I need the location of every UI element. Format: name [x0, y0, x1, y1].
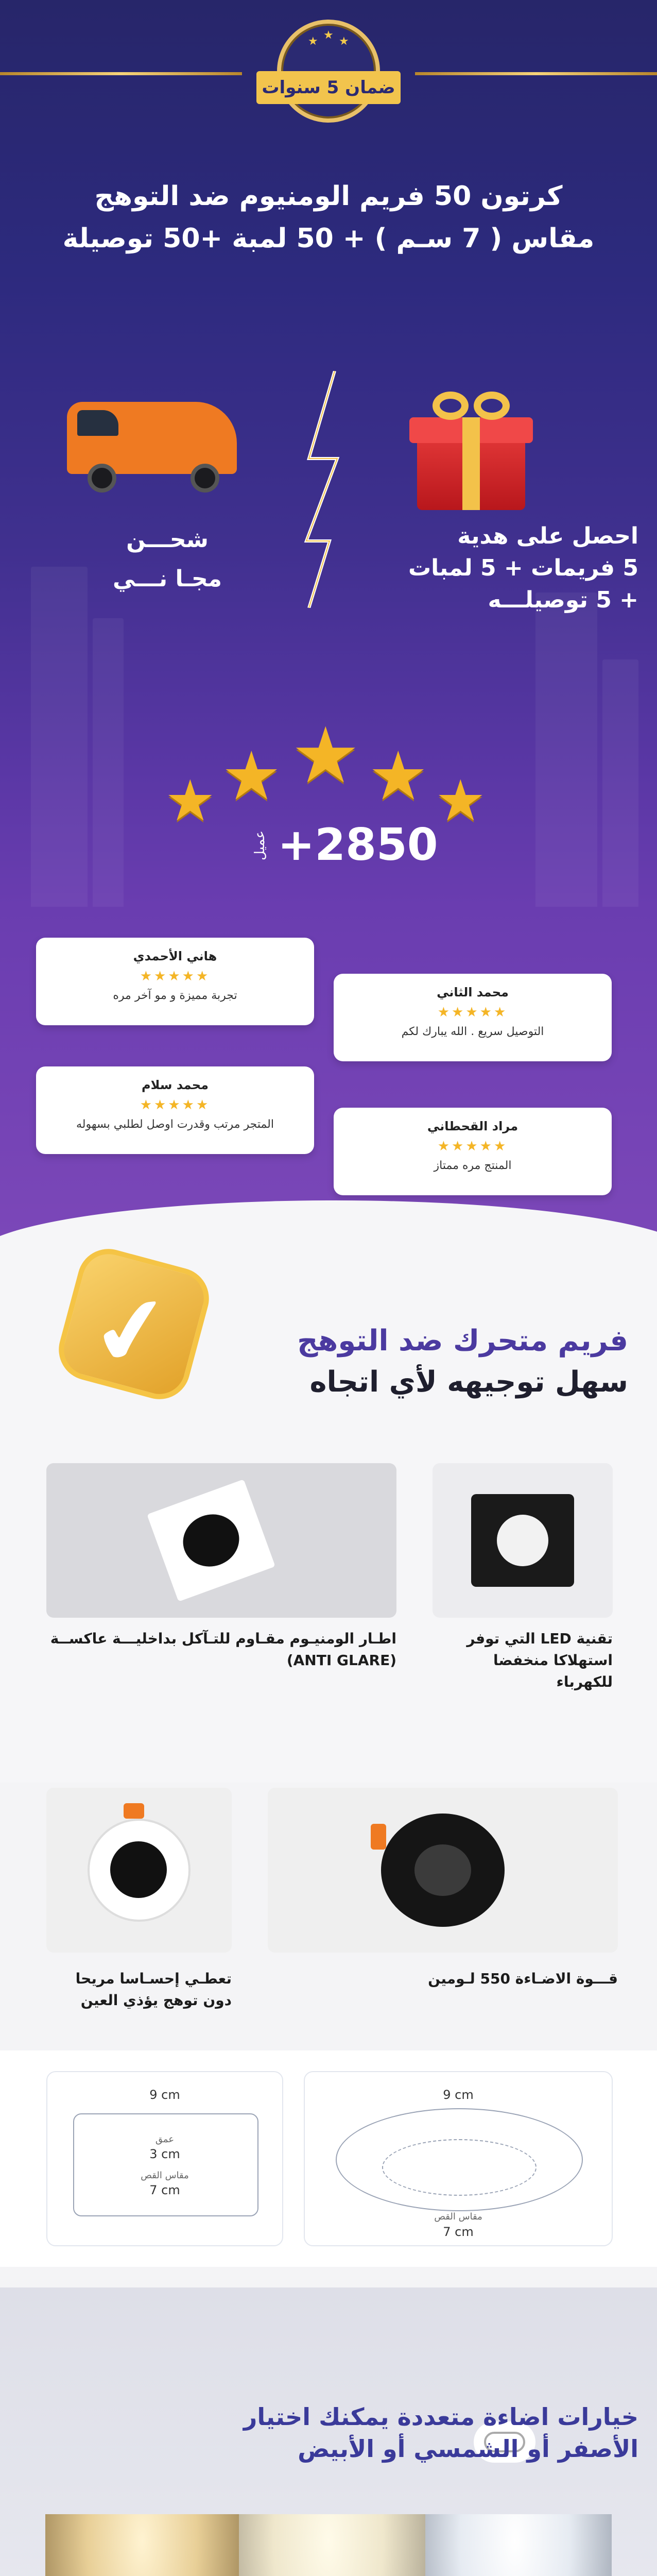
- van-wheel: [191, 464, 219, 493]
- shield-check-icon: [57, 1247, 211, 1401]
- star-icon: ★: [291, 711, 360, 801]
- gift-bow: [433, 392, 469, 420]
- star-icon: ★: [339, 35, 349, 48]
- van-wheel: [88, 464, 116, 493]
- square-dimension-diagram: [46, 2071, 283, 2246]
- star-icon: ★: [308, 35, 318, 48]
- customer-number: +2850: [278, 819, 438, 871]
- frame-title: فريم متحرك ضد التوهج: [297, 1324, 628, 1358]
- reviewer-name: محمد الثاني: [437, 985, 509, 999]
- star-icon: ★: [221, 737, 282, 815]
- product-title: [31, 175, 626, 260]
- background-building: [602, 659, 638, 907]
- square-depth: 3 cm: [149, 2147, 180, 2161]
- temperature-title-line-2: الأصفر أو الشمسي أو الأبيض: [298, 2435, 638, 2463]
- feature-led: تقنية LED التي توفر استهلاكا منخفضا للكهرباء: [466, 1630, 613, 1690]
- review-stars: ★★★★★: [140, 1097, 211, 1113]
- gold-divider: [0, 72, 242, 75]
- temperature-panel-6500k[interactable]: [418, 2514, 612, 2576]
- gift-line-3: + 5 توصيلـــه: [488, 587, 638, 613]
- review-stars: ★★★★★: [437, 1005, 508, 1020]
- gift-box-icon: [407, 386, 535, 515]
- square-frame-photo: [46, 1463, 396, 1618]
- spring-clip: [371, 1824, 386, 1850]
- led-lens: [497, 1515, 548, 1566]
- round-white-frame-photo: [46, 1788, 232, 1953]
- warranty-badge: [256, 14, 401, 133]
- temperature-title: [31, 2401, 638, 2465]
- frame-subtitle: سهل توجيهه لأي اتجاه: [309, 1365, 628, 1399]
- frame-opening: [414, 1844, 471, 1896]
- square-cut-label: مقاس القص: [141, 2170, 189, 2181]
- customer-label: عميل: [252, 830, 268, 861]
- gift-ribbon: [462, 417, 480, 510]
- review-text: المنتج مره ممتاز: [434, 1159, 512, 1172]
- square-frame-shape: [147, 1479, 275, 1602]
- gift-line-2: 5 فريمات + 5 لمبات: [408, 555, 638, 581]
- review-text: تجربة مميزة و مو آخر مره: [113, 989, 237, 1002]
- square-depth-label: عمق: [155, 2134, 175, 2145]
- review-card: [36, 1066, 314, 1154]
- gift-line-1: احصل على هدية: [457, 523, 638, 549]
- led-frame-photo: [433, 1463, 613, 1618]
- background-building: [535, 592, 597, 907]
- review-stars: ★★★★★: [140, 969, 211, 984]
- round-cut-label: مقاس القص: [434, 2211, 482, 2222]
- reviewer-name: محمد سلام: [142, 1078, 209, 1092]
- review-text: المتجر مرتب وقدرت اوصل لطلبي بسهوله: [76, 1118, 274, 1131]
- square-outer-size: 9 cm: [149, 2088, 180, 2102]
- review-text: التوصيل سريع . الله يبارك لكم: [401, 1025, 544, 1038]
- round-outer-size: 9 cm: [443, 2088, 474, 2102]
- review-card: [334, 1108, 612, 1195]
- review-card: [36, 938, 314, 1025]
- badge-ribbon: ضمان 5 سنوات: [256, 71, 401, 104]
- title-line-1: كرتون 50 فريم الومنيوم ضد التوهج: [94, 181, 563, 212]
- square-cut-size: 7 cm: [149, 2183, 180, 2197]
- spring-clip: [124, 1803, 144, 1819]
- star-icon: ★: [323, 29, 334, 42]
- gift-bow: [474, 392, 510, 420]
- reviewer-name: هاني الأحمدي: [133, 949, 217, 963]
- square-outline: [73, 2113, 258, 2216]
- background-building: [31, 567, 88, 907]
- feature-aluminum-frame: اطـار الومنيـوم مقـاوم للتـآكل بداخليـــة عاكســة (ANTI GLARE): [50, 1630, 396, 1669]
- frame-opening: [176, 1506, 247, 1574]
- reviews-section: [0, 907, 657, 1236]
- background-building: [93, 618, 124, 907]
- hero-section: [0, 0, 657, 907]
- round-frame-shape: [381, 1814, 505, 1927]
- check-mark: ✔: [85, 1273, 178, 1391]
- dimensions-section: [0, 2050, 657, 2267]
- van-window: [77, 410, 118, 436]
- star-icon: ★: [435, 768, 486, 834]
- feature-lumens: قـــوة الاضـاءة 550 لـومين: [428, 1970, 618, 1987]
- temperature-panel-4000k[interactable]: [232, 2514, 425, 2576]
- reviewer-name: مراد القحطاني: [427, 1119, 518, 1133]
- black-square-frame: [471, 1494, 574, 1587]
- round-dimension-diagram: [304, 2071, 613, 2246]
- delivery-van-icon: [57, 392, 252, 495]
- rating-stars: [165, 706, 494, 834]
- lightning-icon: [288, 371, 360, 608]
- round-cut-size: 7 cm: [443, 2225, 474, 2239]
- gold-divider: [415, 72, 657, 75]
- shipping-line-2: مجـا نـــي: [113, 566, 222, 592]
- temperature-title-line-1: خيارات اضاءة متعددة يمكنك اختيار: [243, 2403, 638, 2431]
- round-black-frame-photo: [268, 1788, 618, 1953]
- free-shipping-text: [77, 520, 257, 599]
- star-icon: ★: [165, 768, 216, 834]
- review-stars: ★★★★★: [437, 1139, 508, 1154]
- shipping-line-1: شحـــن: [126, 527, 209, 553]
- feature-comfort: تعطـي إحسـاسا مريحا دون توهج يؤذي العين: [75, 1970, 232, 2009]
- white-round-frame: [88, 1819, 191, 1922]
- star-icon: ★: [368, 737, 428, 815]
- review-card: [334, 974, 612, 1061]
- gift-offer-text: [350, 520, 638, 616]
- round-cut-outline: [382, 2139, 537, 2196]
- title-line-2: مقاس ( 7 سـم ) + 50 لمبة +50 توصيلة: [62, 223, 595, 254]
- frame-opening: [110, 1841, 167, 1898]
- temperature-panel-3000k[interactable]: [45, 2514, 239, 2576]
- customer-count: [242, 819, 448, 871]
